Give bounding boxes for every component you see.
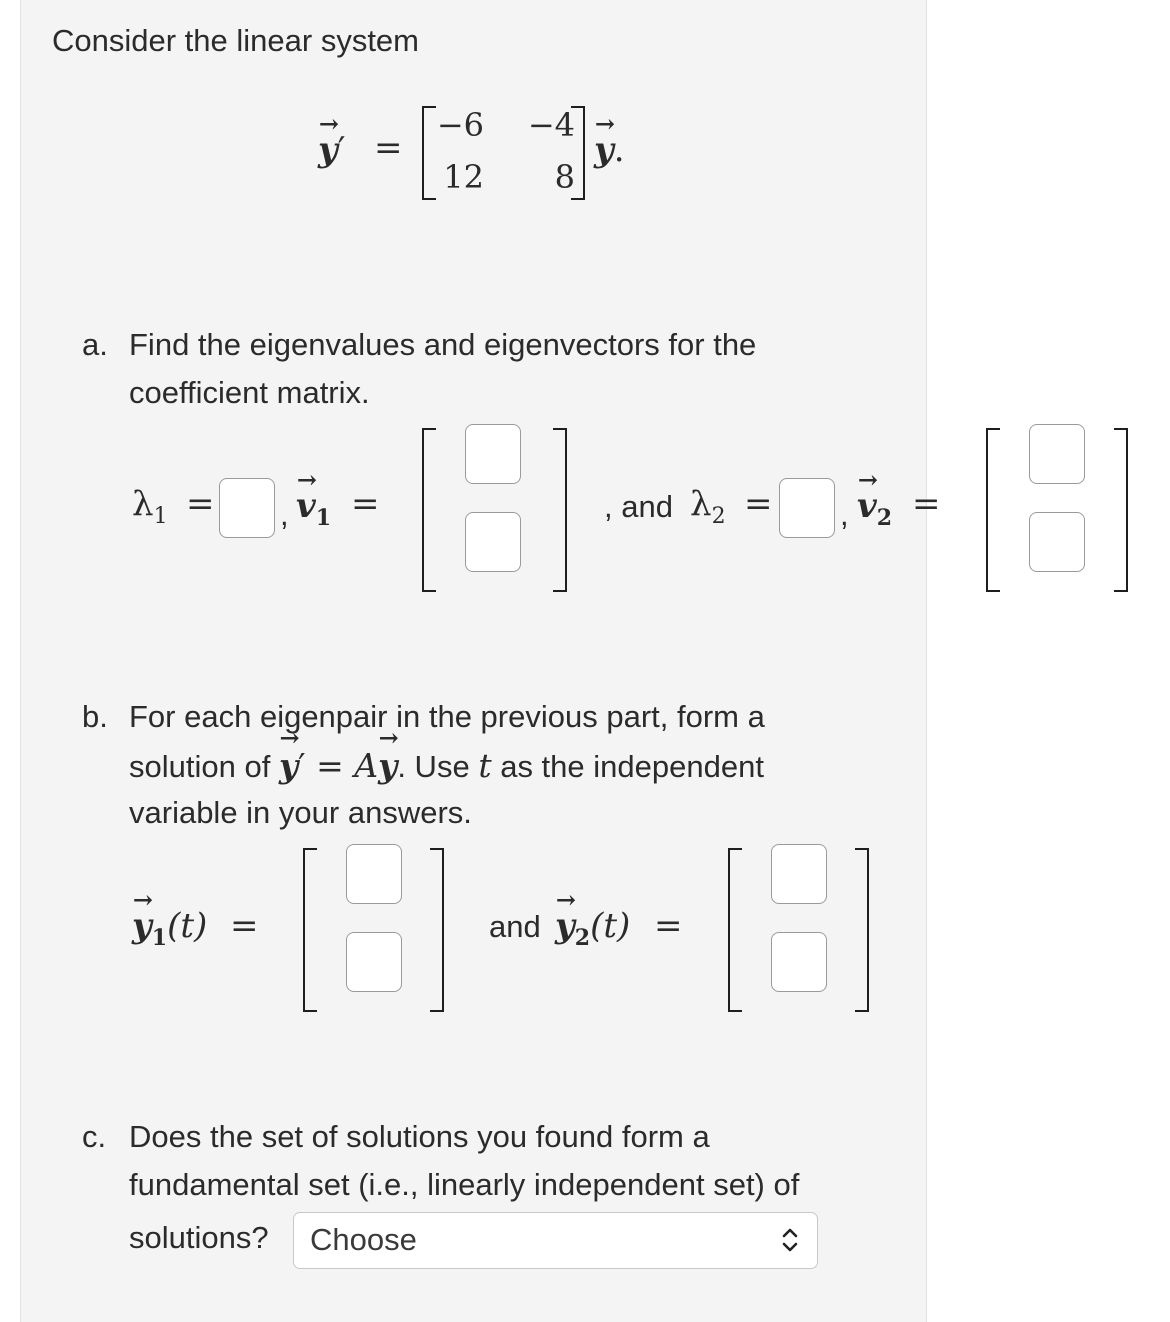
y2-left-bracket — [728, 848, 742, 1012]
y1-input-bottom[interactable] — [346, 932, 402, 992]
part-b-line3: variable in your answers. — [129, 795, 472, 830]
part-b-line2: solution of → y′ = A→ y. Use t as the independent — [129, 744, 764, 789]
v2-input-top[interactable] — [1029, 424, 1085, 484]
part-c-marker: c. — [82, 1119, 107, 1154]
v2-label: → $v_2$ — [857, 486, 892, 526]
matrix-cell-21: 12 — [443, 158, 484, 196]
part-b-line1: For each eigenpair in the previous part, form a — [129, 699, 765, 734]
lambda1-equals: = — [186, 484, 215, 524]
y2-right-bracket — [855, 848, 869, 1012]
lambda1-input[interactable] — [219, 478, 275, 538]
and-text-b: and — [489, 909, 541, 944]
y1-left-bracket — [303, 848, 317, 1012]
lambda2-label: $\lambda_2$ — [690, 484, 726, 529]
up-down-chevron-icon — [777, 1213, 803, 1267]
v2-left-bracket — [986, 428, 1000, 592]
v2-right-bracket — [1114, 428, 1128, 592]
part-a-line1: Find the eigenvalues and eigenvectors for the — [129, 327, 757, 362]
v1-equals: = — [351, 484, 380, 524]
comma-2: , — [840, 497, 849, 532]
part-c-line1: Does the set of solutions you found form a — [129, 1119, 710, 1154]
comma-1: , — [280, 497, 289, 532]
matrix-cell-12: −4 — [527, 106, 575, 144]
lambda2-input[interactable] — [779, 478, 835, 538]
part-b-marker: b. — [82, 699, 108, 734]
y2-label: → $y_2(t)$ — [555, 906, 630, 946]
y2-input-bottom[interactable] — [771, 932, 827, 992]
matrix-cell-22: 8 — [554, 158, 575, 196]
y2-equals: = — [654, 906, 683, 946]
part-c-line3: solutions? — [129, 1220, 269, 1255]
v1-left-bracket — [422, 428, 436, 592]
select-value: Choose — [310, 1222, 417, 1257]
system-rhs: → y. — [594, 130, 625, 170]
v2-equals: = — [912, 484, 941, 524]
part-a-marker: a. — [82, 327, 108, 362]
system-lhs: → y′ — [318, 130, 346, 170]
v1-right-bracket — [553, 428, 567, 592]
y1-input-top[interactable] — [346, 844, 402, 904]
and-text-a: , and — [604, 489, 673, 524]
v1-input-bottom[interactable] — [465, 512, 521, 572]
system-equals: = — [374, 128, 403, 168]
v1-label: → $v_1$ — [296, 486, 331, 526]
y1-equals: = — [230, 906, 259, 946]
y2-input-top[interactable] — [771, 844, 827, 904]
matrix-cell-11: −6 — [436, 106, 484, 144]
fundamental-set-select[interactable] — [293, 1212, 818, 1269]
lambda2-equals: = — [744, 484, 773, 524]
intro-text: Consider the linear system — [52, 23, 419, 58]
part-a-line2: coefficient matrix. — [129, 375, 370, 410]
v1-input-top[interactable] — [465, 424, 521, 484]
part-c-line2: fundamental set (i.e., linearly independent set) of — [129, 1167, 800, 1202]
lambda1-label: $\lambda_1$ — [132, 484, 168, 529]
y1-right-bracket — [430, 848, 444, 1012]
v2-input-bottom[interactable] — [1029, 512, 1085, 572]
y1-label: → $y_1(t)$ — [132, 906, 207, 946]
